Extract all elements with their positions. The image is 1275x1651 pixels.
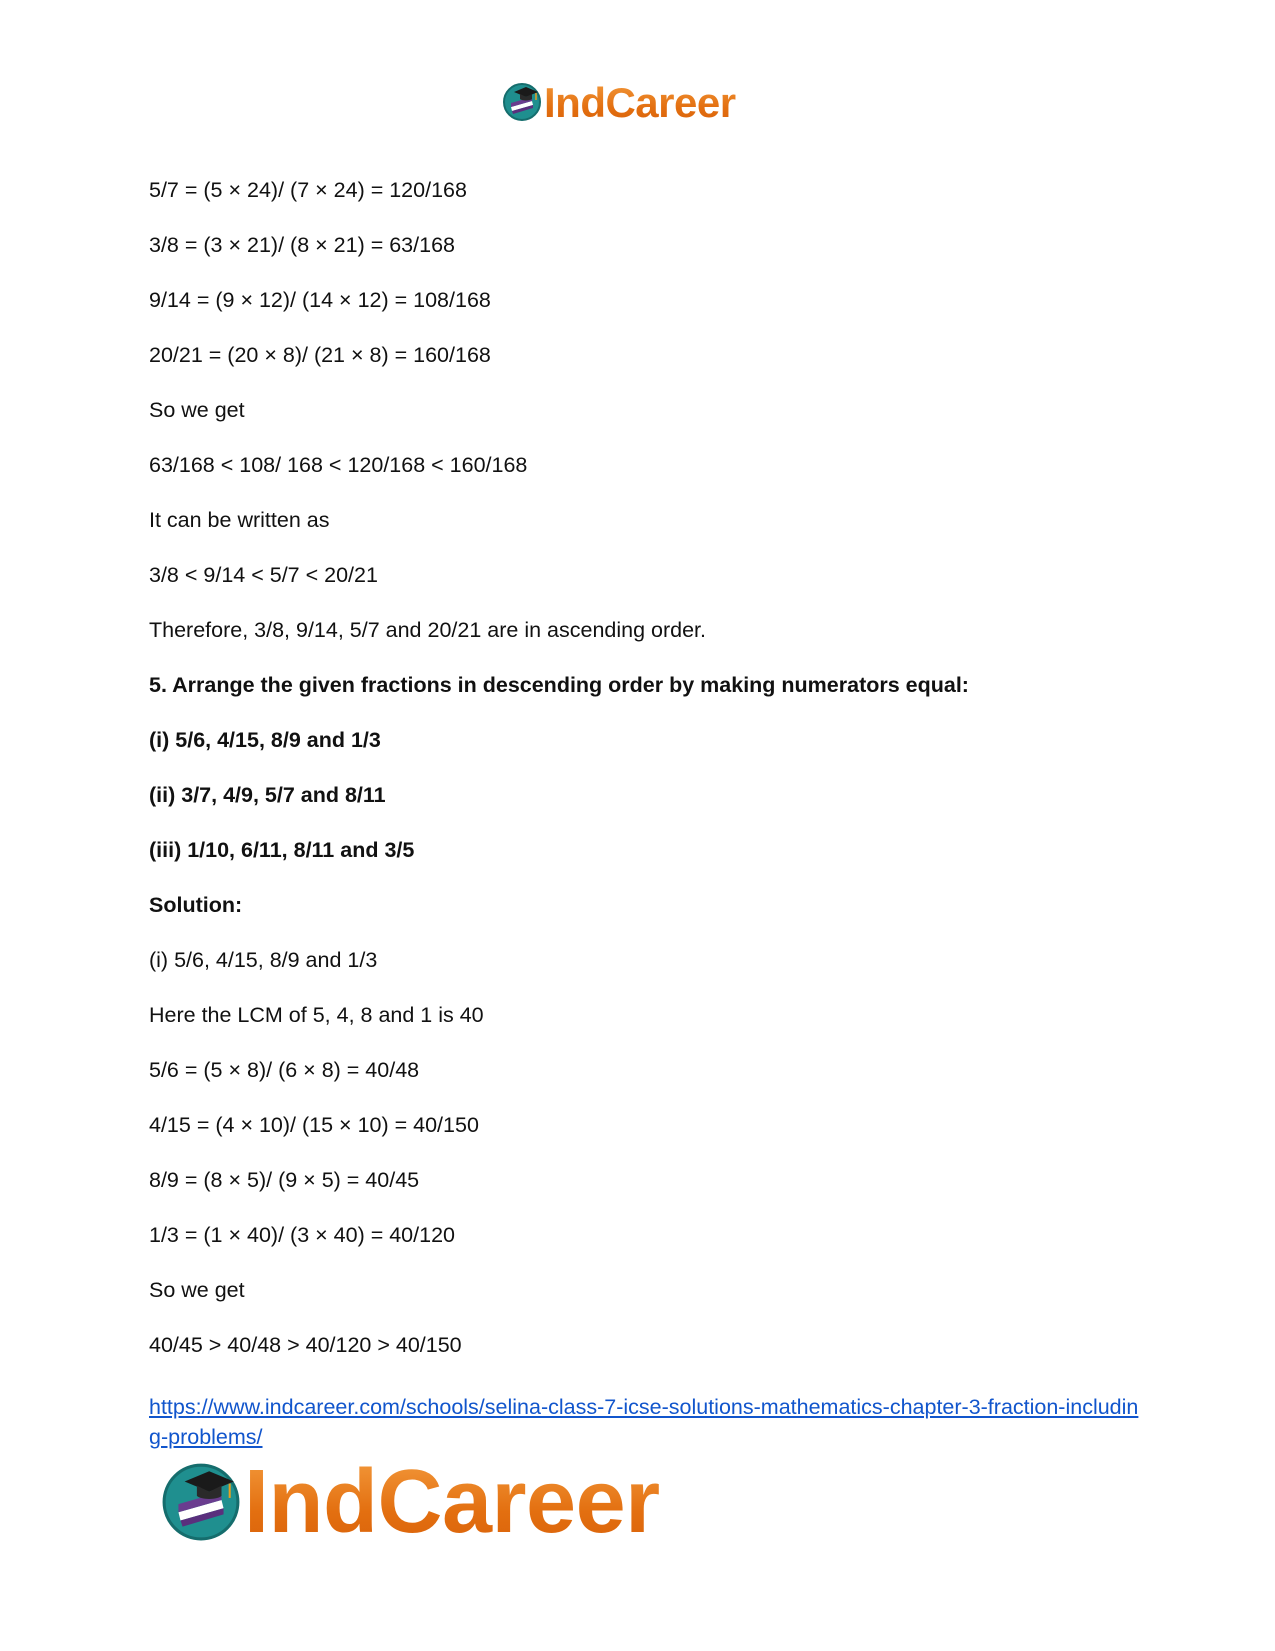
text-line: 8/9 = (8 × 5)/ (9 × 5) = 40/45 — [149, 1168, 420, 1192]
footer-logo — [160, 1452, 660, 1552]
text-line: 5/6 = (5 × 8)/ (6 × 8) = 40/48 — [149, 1058, 420, 1082]
text-line: 40/45 > 40/48 > 40/120 > 40/150 — [149, 1333, 462, 1357]
text-line: 4/15 = (4 × 10)/ (15 × 10) = 40/150 — [149, 1113, 479, 1137]
header-logo — [502, 80, 736, 126]
graduation-cap-books-globe-icon — [160, 1459, 242, 1546]
footer-logo-text: IndCareer — [244, 1452, 660, 1552]
text-line: 1/3 = (1 × 40)/ (3 × 40) = 40/120 — [149, 1223, 455, 1247]
question-part: (ii) 3/7, 4/9, 5/7 and 8/11 — [149, 783, 386, 807]
text-line: 63/168 < 108/ 168 < 120/168 < 160/168 — [149, 453, 528, 477]
header-logo-text: IndCareer — [544, 79, 736, 126]
text-line: 3/8 = (3 × 21)/ (8 × 21) = 63/168 — [149, 233, 455, 257]
text-line: So we get — [149, 398, 245, 422]
question-part: (i) 5/6, 4/15, 8/9 and 1/3 — [149, 728, 381, 752]
text-line: 9/14 = (9 × 12)/ (14 × 12) = 108/168 — [149, 288, 491, 312]
text-line: So we get — [149, 1278, 245, 1302]
document-body — [149, 175, 1149, 1385]
text-line: 3/8 < 9/14 < 5/7 < 20/21 — [149, 563, 378, 587]
source-link[interactable]: https://www.indcareer.com/schools/selina-class-7-icse-solutions-mathematics-chapter-3-fraction-including-problems/ — [149, 1395, 1139, 1449]
text-line: It can be written as — [149, 508, 330, 532]
text-line: Therefore, 3/8, 9/14, 5/7 and 20/21 are in ascending order. — [149, 618, 706, 642]
text-line: Here the LCM of 5, 4, 8 and 1 is 40 — [149, 1003, 484, 1027]
text-line: (i) 5/6, 4/15, 8/9 and 1/3 — [149, 948, 378, 972]
graduation-cap-books-globe-icon — [502, 81, 542, 126]
question-heading: 5. Arrange the given fractions in descending order by making numerators equal: — [149, 673, 969, 697]
text-line: 20/21 = (20 × 8)/ (21 × 8) = 160/168 — [149, 343, 491, 367]
solution-heading: Solution: — [149, 893, 243, 917]
question-part: (iii) 1/10, 6/11, 8/11 and 3/5 — [149, 838, 415, 862]
text-line: 5/7 = (5 × 24)/ (7 × 24) = 120/168 — [149, 178, 467, 202]
